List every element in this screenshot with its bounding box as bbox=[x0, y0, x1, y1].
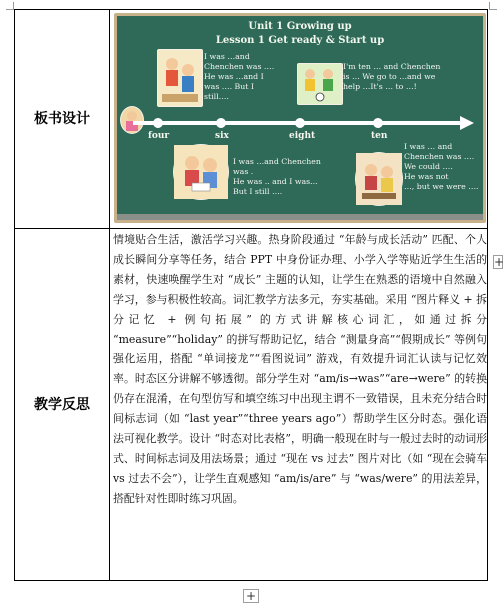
board-chalk-tray bbox=[117, 214, 483, 220]
add-row-button[interactable]: + bbox=[243, 589, 259, 603]
board-note-ten: I was … and Chenchen was …. We could …. He was not …, but we were …. bbox=[404, 142, 479, 191]
row-divider bbox=[15, 228, 487, 229]
timeline-dot-four bbox=[153, 118, 163, 128]
timeline-label-eight: eight bbox=[289, 131, 316, 141]
board-title: Unit 1 Growing up bbox=[248, 21, 352, 32]
photo-children-soccer bbox=[297, 63, 343, 105]
photo-mother-child bbox=[120, 106, 144, 134]
row-label-board-design: 板书设计 bbox=[34, 111, 90, 127]
timeline-dot-six bbox=[216, 118, 226, 128]
add-column-button[interactable]: + bbox=[494, 255, 504, 269]
corner-mark-top-right bbox=[489, 2, 497, 10]
timeline-label-six: six bbox=[215, 131, 229, 141]
timeline-label-ten: ten bbox=[371, 131, 388, 141]
timeline-dot-eight bbox=[295, 118, 305, 128]
row-label-teaching-reflection: 教学反思 bbox=[34, 397, 90, 413]
children-illustration-4 bbox=[356, 153, 402, 205]
blackboard-image bbox=[114, 13, 486, 223]
board-subtitle: Lesson 1 Get ready & Start up bbox=[215, 35, 385, 46]
board-note-eight: I'm ten … and Chenchen is … We go to …and we help …It's … to …! bbox=[343, 62, 441, 91]
board-note-four: I was …and Chenchen was …. He was …and I was …. But I still…. bbox=[204, 52, 275, 101]
photo-children-reading bbox=[173, 144, 229, 200]
timeline-label-four: four bbox=[148, 131, 170, 141]
lesson-table bbox=[14, 9, 488, 581]
children-illustration-3 bbox=[174, 145, 228, 199]
children-illustration-1 bbox=[158, 50, 202, 106]
timeline-arrowhead bbox=[460, 116, 474, 130]
corner-mark-top-left bbox=[6, 2, 14, 10]
timeline-dot-ten bbox=[373, 118, 383, 128]
column-divider bbox=[109, 10, 110, 580]
board-note-six: I was …and Chenchen was . He was .. and I was... But I still …. bbox=[233, 157, 321, 196]
photo-children-playing bbox=[157, 49, 203, 107]
children-illustration-2 bbox=[298, 64, 342, 104]
reflection-content bbox=[113, 230, 487, 509]
baby-illustration bbox=[121, 107, 143, 133]
photo-children-studying bbox=[355, 152, 403, 206]
reflection-paragraph: 情境贴合生活，激活学习兴趣。热身阶段通过 “年龄与成长活动” 匹配、个人成长瞬间分享等任务，结合 PPT 中身份证办理、小学入学等贴近学生生活的素材，快速唤醒学生对 “成长” 主题的认知，让学生在熟悉的语境中自然融入学习，参与积极性较高。词汇教学方法多元，夯实基础。采用 “图片释义 + 拆分记忆 + 例句拓展” 的方式讲解核心词汇，如通过拆分 “measure”“holiday” 的拼写帮助记忆，结合 “测量身高”“假期成长” 等例句强化运用，搭配 “单词接龙”“看图说词” 游戏，有效提升词汇认读与记忆效率。时态区分讲解不够透彻。部分学生对 “am/is→was”“are→were” 的转换仍存在混淆，在句型仿写和填空练习中出现主谓不一致错误，且未充分结合时间标志词（如 “last year”“three years ago”）帮助学生区分时态。强化语法可视化教学。设计 “时态对比表格”，明确一般现在时与一般过去时的动词形式、时间标志词及用法场景；通过 “现在 vs 过去” 图片对比（如 “现在会骑车 vs 过去不会”），让学生直观感知 “am/is/are” 与 “was/were” 的用法差异，搭配针对性即时练习巩固。 bbox=[113, 233, 487, 505]
